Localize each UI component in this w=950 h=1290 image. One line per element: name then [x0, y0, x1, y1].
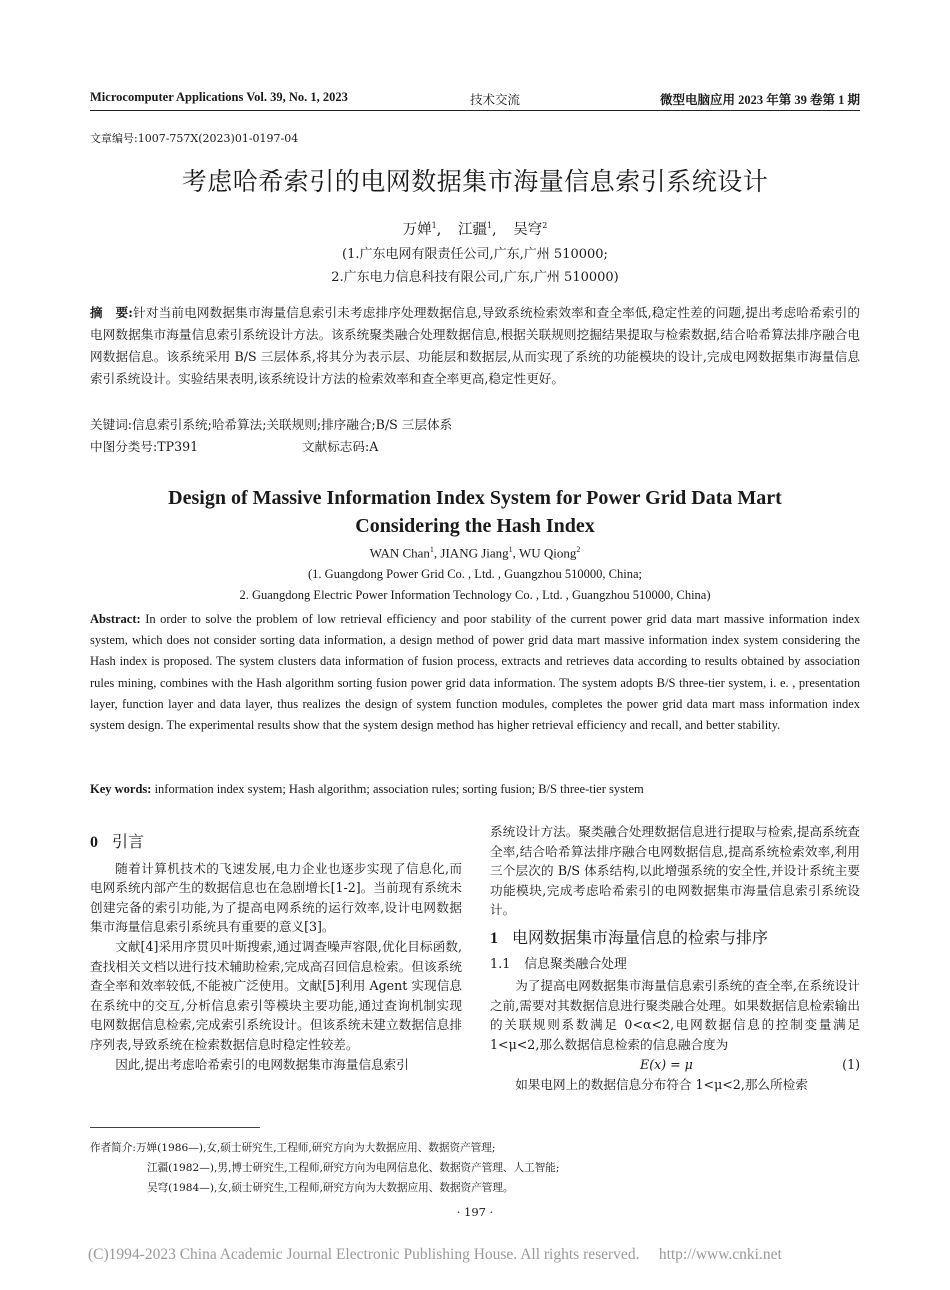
author: 吴穹$^2$: [513, 221, 548, 238]
english-keywords: Key words: information index system; Hash algorithm; association rules; sorting fusion; B/S three-tier system: [90, 782, 644, 796]
running-header-left: Microcomputer Applications Vol. 39, No. 1, 2023: [90, 90, 348, 104]
abstract-label: 摘 要:: [90, 305, 133, 320]
chinese-authors: [0, 218, 950, 239]
header-rule: [90, 110, 860, 111]
author-note-1: 作者简介:万婵(1986—),女,硕士研究生,工程师,研究方向为大数据应用、数据资产管理;: [90, 1142, 496, 1154]
chinese-affiliation-1: (1.广东电网有限责任公司,广东,广州 510000;: [342, 247, 608, 262]
equation-1: [490, 1055, 860, 1075]
author-note-3: 吴穹(1984—),女,硕士研究生,工程师,研究方向为大数据应用、数据资产管理。: [147, 1182, 514, 1194]
running-header-center: 技术交流: [470, 92, 521, 107]
author-note-2: 江疆(1982—),男,博士研究生,工程师,研究方向为电网信息化、数据资产管理、人工智能;: [147, 1162, 560, 1174]
abstract-text: 针对当前电网数据集市海量信息索引未考虑排序处理数据信息,导致系统检索效率和查全率低,稳定性差的问题,提出考虑哈希索引的电网数据集市海量信息索引系统设计方法。该系统聚类融合处理数据信息,根据关联规则挖掘结果提取与检索数据,结合哈希算法排序融合电网数据信息。该系统采用 B/S 三层体系,将其分为表示层、功能层和数据层,从而实现了系统的功能模块的设计,完成电网数据集市海量信息索引系统设计。实验结果表明,该系统设计方法的检索效率和查全率更高,稳定性更好。: [90, 305, 860, 386]
abstract-text: In order to solve the problem of low retrieval efficiency and poor stability of the current power grid data mart massive information index system, which does not consider sorting data information, a design method of power grid data mart massive information index system considering the Hash index is proposed. The system clusters data information of fusion process, extracts and retrieves data according to results obtained by association rules mining, combines with the Hash algorithm sorting fusion power grid data information. The system adopts B/S three-tier system, i. e. , presentation layer, function layer and data layer, thus realizes the design of system function modules, completes the power grid data mart mass information index system design. The experimental results show that the system design method has higher retrieval efficiency and recall, and better stability.: [90, 612, 860, 733]
left-column: [90, 832, 462, 1074]
chinese-abstract: [90, 302, 860, 390]
section-heading-1: 1 电网数据集市海量信息的检索与排序: [490, 927, 769, 947]
paragraph: 为了提高电网数据集市海量信息索引系统的查全率,在系统设计之前,需要对其数据信息进行聚类融合处理。如果数据信息检索输出的关联规则系数满足 0<α<2,电网数据信息的控制变量满足 1<μ<2,那么数据信息检索的信息融合度为: [490, 978, 860, 1052]
copyright-watermark: (C)1994-2023 China Academic Journal Electronic Publishing House. All rights reserved. http://www.cnki.net: [88, 1246, 782, 1263]
right-column: [490, 822, 860, 1094]
chinese-keywords: 关键词:信息索引系统;哈希算法;关联规则;排序融合;B/S 三层体系: [90, 417, 453, 432]
chinese-affiliation-2: 2.广东电力信息科技有限公司,广东,广州 510000): [331, 270, 619, 285]
section-heading-0: 0 引言: [90, 832, 145, 851]
author: 万婵$^1$,: [402, 221, 442, 238]
english-title-line-2: Considering the Hash Index: [355, 515, 595, 537]
paragraph: 系统设计方法。聚类融合处理数据信息进行提取与检索,提高系统查全率,结合哈希算法排序融合电网数据信息,提高系统检索效率,利用三个层次的 B/S 体系结构,以此增强系统的安全性,并设计系统主要功能模块,完成考虑哈希索引的电网数据集市海量信息索引系统设计。: [490, 824, 860, 918]
page-number: · 197 ·: [456, 1205, 494, 1219]
chinese-title: 考虑哈希索引的电网数据集市海量信息索引系统设计: [181, 167, 769, 196]
paragraph: 如果电网上的数据信息分布符合 1<μ<2,那么所检索: [515, 1076, 808, 1092]
english-affiliation-1: (1. Guangdong Power Grid Co. , Ltd. , Guangzhou 510000, China;: [308, 567, 642, 581]
paragraph: 文献[4]采用序贯贝叶斯搜索,通过调查噪声容限,优化目标函数,查找相关文档以进行技术辅助检索,完成高召回信息检索。但该系统查全率和效率较低,不能被广泛使用。文献[5]利用 Agent 实现信息在系统中的交互,分析信息索引等模块主要功能,通过查询机制实现电网数据信息检索,完成索引系统设计。但该系统未建立数据信息排序列表,导致系统在检索数据信息时稳定性较差。: [90, 938, 462, 1052]
paragraph: 随着计算机技术的飞速发展,电力企业也逐步实现了信息化,而电网系统内部产生的数据信息也在急剧增长[1-2]。当前现有系统未创建完备的索引功能,为了提高电网系统的运行效率,设计电网数据集市海量信息索引系统具有重要的意义[3]。: [90, 860, 462, 935]
english-authors: WAN Chan$^1$, JIANG Jiang$^1$, WU Qiong$^2$: [369, 545, 581, 561]
english-affiliation-2: 2. Guangdong Electric Power Information Technology Co. , Ltd. , Guangzhou 510000, China): [239, 588, 711, 602]
running-header-right: 微型电脑应用 2023 年第 39 卷第 1 期: [659, 93, 860, 107]
english-abstract: [90, 609, 860, 736]
paragraph: 因此,提出考虑哈希索引的电网数据集市海量信息索引: [115, 1056, 409, 1072]
equation-expression: E(x) = μ: [640, 1056, 693, 1072]
subsection-heading-1-1: 1.1 信息聚类融合处理: [490, 956, 627, 972]
equation-number: (1): [842, 1056, 860, 1072]
document-code: 文献标志码:A: [302, 439, 379, 454]
footnote-rule: [90, 1127, 260, 1128]
english-title-line-1: Design of Massive Information Index System for Power Grid Data Mart: [168, 487, 782, 509]
author: 江疆$^1$,: [457, 221, 497, 238]
classification-number: 中图分类号:TP391: [90, 439, 199, 454]
abstract-label: Abstract:: [90, 612, 141, 626]
article-number: 文章编号:1007-757X(2023)01-0197-04: [90, 132, 299, 145]
